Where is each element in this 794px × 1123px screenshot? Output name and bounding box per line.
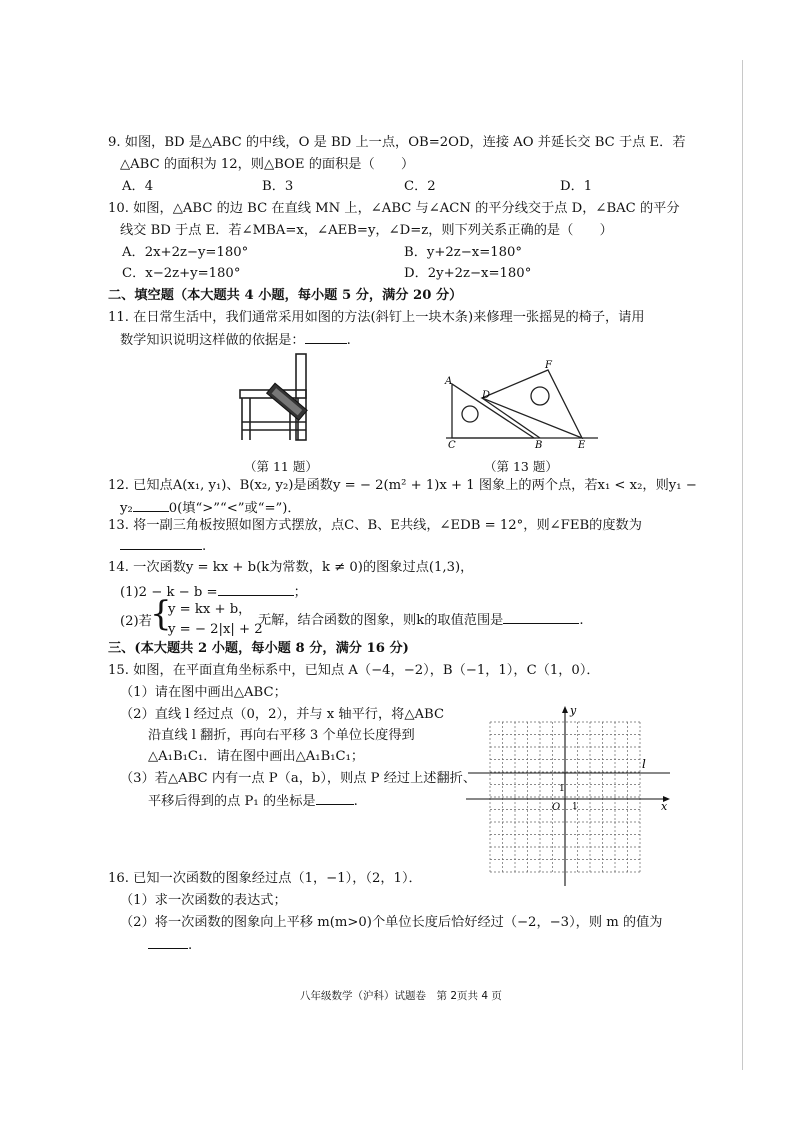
q15-part2-line1: （2）直线 l 经过点（0，2），并与 x 轴平行，将△ABC: [120, 707, 445, 722]
q11-line1: 11. 在日常生活中，我们通常采用如图的方法(斜钉上一块木条)来修理一张摇晃的椅子，请用: [108, 310, 645, 325]
q11-answer-blank[interactable]: [305, 331, 347, 344]
q14-system-eq1: y = kx + b，: [168, 602, 252, 617]
q9-option-a: A．4: [122, 179, 154, 194]
q14-part1-blank[interactable]: [218, 583, 294, 596]
q15-part2-line3: △A₁B₁C₁．请在图中画出△A₁B₁C₁；: [148, 749, 365, 764]
chair-figure: [232, 352, 322, 444]
q15-part2-line2: 沿直线 l 翻折，再向右平移 3 个单位长度得到: [148, 728, 415, 743]
q9-option-d: D．1: [560, 179, 593, 194]
line-l-label: l: [642, 757, 646, 771]
fig13-label-a: A: [445, 376, 453, 387]
q13-answer-blank[interactable]: [120, 537, 202, 550]
q16-part2-line2: .: [148, 936, 192, 955]
q12-line2-lead: y₂: [120, 501, 133, 516]
q12-line2: [120, 499, 301, 518]
q15-line1: 15. 如图，在平面直角坐标系中，已知点 A（−4，−2），B（−1，1），C（1，0）．: [108, 663, 600, 678]
q10-line2: 线交 BD 于点 E．若∠MBA=x，∠AEB=y，∠D=z，则下列关系正确的是（ ）: [120, 223, 613, 238]
coordinate-grid: [464, 702, 676, 888]
q14-part2-tail-line: 无解，结合函数的图象，则k的取值范围是 .: [258, 613, 584, 628]
q10-option-a: A．2x+2z−y=180°: [122, 245, 249, 260]
section-2-heading: 二、填空题（本大题共 4 小题，每小题 5 分，满分 20 分）: [108, 288, 463, 303]
q15-part3-line2: 平移后得到的点 P₁ 的坐标是 .: [148, 794, 358, 809]
page-footer: 八年级数学（沪科）试题卷 第 2页共 4 页: [300, 990, 502, 1002]
q13-line2: .: [120, 537, 206, 556]
fig13-label-f: F: [545, 360, 552, 371]
q11-line2-text: 数学知识说明这样做的依据是：: [120, 333, 305, 348]
q16-line1: 16. 已知一次函数的图象经过点（1，−1），（2，1）．: [108, 871, 422, 886]
q12-line1: 12. 已知点A(x₁, y₁)、B(x₂, y₂)是函数y = − 2(m² + 1)x + 1 图象上的两个点，若x₁ < x₂，则y₁ −: [108, 478, 697, 493]
fig13-label-c: C: [448, 440, 456, 450]
q16-part2: （2）将一次函数的图象向上平移 m(m>0)个单位长度后恰好经过（−2，−3），则 m 的值为: [120, 915, 663, 930]
unit-y-label: 1: [559, 784, 565, 794]
q14-part2-blank[interactable]: [503, 611, 579, 624]
q14-system-eq2: y = − 2|x| + 2: [168, 622, 263, 637]
figure-13-caption: （第 13 题）: [484, 459, 558, 474]
q14-line1: 14. 一次函数y = kx + b(k为常数，k ≠ 0)的图象过点(1,3)，: [108, 560, 474, 575]
q14-part2-tail: 无解，结合函数的图象，则k的取值范围是: [258, 613, 504, 628]
page-margin-line: [742, 60, 743, 1070]
q9-option-c: C．2: [404, 179, 436, 194]
q9-line2: △ABC 的面积为 12，则△BOE 的面积是（ ）: [120, 157, 415, 172]
q10-option-b: B．y+2z−x=180°: [404, 245, 523, 260]
q14-part1-text: (1)2 − k − b =: [120, 585, 218, 600]
q13-line1: 13. 将一副三角板按照如图方式摆放，点C、B、E共线，∠EDB = 12°，则∠FEB的度数为: [108, 518, 642, 533]
q12-line2-tail: 0(填“>”“<”或“=”)．: [168, 501, 301, 516]
section-3-heading: 三、(本大题共 2 小题，每小题 8 分，满分 16 分): [108, 641, 409, 656]
q15-answer-blank[interactable]: [316, 792, 354, 805]
q15-part1: （1）请在图中画出△ABC；: [120, 685, 287, 700]
y-axis-label: y: [570, 704, 577, 717]
unit-x-label: 1: [572, 802, 578, 812]
q14-part2-lead: (2)若: [120, 614, 152, 629]
system-brace-icon: {: [150, 594, 172, 634]
q10-option-d: D．2y+2z−x=180°: [404, 266, 532, 281]
q16-answer-blank[interactable]: [148, 936, 188, 949]
q10-option-c: C．x−2z+y=180°: [122, 266, 241, 281]
q14-part1-end: ；: [293, 585, 307, 600]
q11-line2: 数学知识说明这样做的依据是： .: [120, 333, 351, 348]
q12-answer-blank[interactable]: [133, 499, 169, 512]
q9-option-b: B．3: [262, 179, 294, 194]
q10-line1: 10. 如图，△ABC 的边 BC 在直线 MN 上，∠ABC 与∠ACN 的平分线交于点 D，∠BAC 的平分: [108, 201, 680, 216]
fig13-label-b: B: [535, 440, 543, 450]
origin-label: O: [552, 802, 561, 813]
q16-part1: （1）求一次函数的表达式；: [120, 893, 287, 908]
triangle-set-figure: [442, 358, 602, 450]
fig13-label-d: D: [482, 390, 491, 401]
x-axis-label: x: [661, 800, 668, 813]
q9-line1: 9. 如图，BD 是△ABC 的中线，O 是 BD 上一点，OB=2OD，连接 AO 并延长交 BC 于点 E．若: [108, 135, 686, 150]
fig13-label-e: E: [578, 440, 586, 450]
q15-part3-line1: （3）若△ABC 内有一点 P（a，b），则点 P 经过上述翻折、: [120, 771, 477, 786]
q15-part3-text: 平移后得到的点 P₁ 的坐标是: [148, 794, 316, 809]
q14-part1: [120, 583, 307, 602]
figure-11-caption: （第 11 题）: [244, 459, 318, 474]
